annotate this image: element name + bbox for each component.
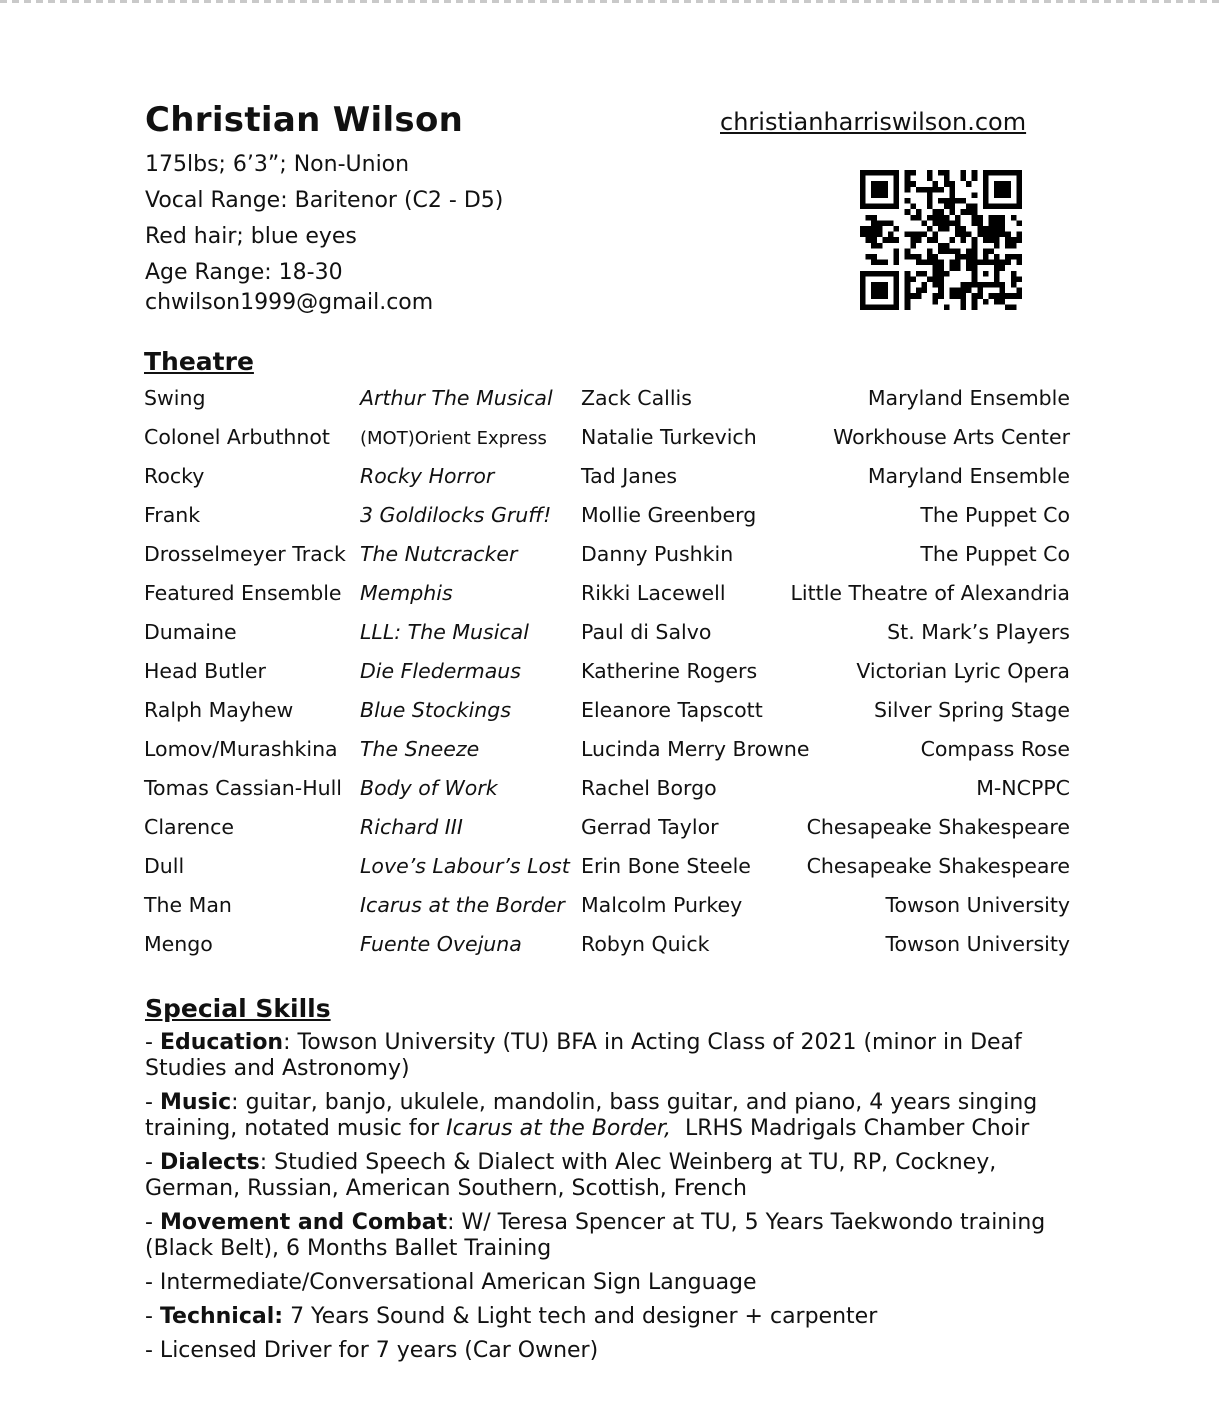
credit-row [0, 386, 1224, 416]
credit-show: Memphis [360, 581, 453, 605]
credit-row [0, 581, 1224, 611]
credit-show: Love’s Labour’s Lost [360, 854, 570, 878]
credit-row [0, 932, 1224, 962]
credit-director: Rachel Borgo [581, 776, 717, 800]
credit-director: Eleanore Tapscott [581, 698, 763, 722]
credit-row [0, 503, 1224, 533]
credit-director: Rikki Lacewell [581, 581, 726, 605]
credit-director: Danny Pushkin [581, 542, 734, 566]
credit-show: The Sneeze [360, 737, 480, 761]
credit-role: Drosselmeyer Track [144, 542, 346, 566]
credit-venue: Victorian Lyric Opera [856, 659, 1070, 683]
credit-director: Katherine Rogers [581, 659, 758, 683]
theatre-heading: Theatre [144, 347, 254, 376]
credit-venue: Maryland Ensemble [867, 464, 1070, 488]
skill-driver: - Licensed Driver for 7 years (Car Owner) [145, 1338, 599, 1363]
credit-role: Tomas Cassian-Hull [144, 776, 342, 800]
credit-venue: Silver Spring Stage [873, 698, 1070, 722]
special-skills-list [145, 1030, 1085, 1372]
credit-venue: Workhouse Arts Center [833, 425, 1070, 449]
credit-role: Swing [144, 386, 206, 410]
credit-director: Zack Callis [581, 386, 692, 410]
website-link[interactable]: christianharriswilson.com [720, 108, 1027, 136]
credit-row [0, 659, 1224, 689]
credit-show: Die Fledermaus [360, 659, 521, 683]
credit-row [0, 776, 1224, 806]
credit-row [0, 698, 1224, 728]
credit-row [0, 854, 1224, 884]
credit-row [0, 893, 1224, 923]
credit-venue: Chesapeake Shakespeare [806, 815, 1070, 839]
credit-role: Mengo [144, 932, 213, 956]
skill-music: - Music: guitar, banjo, ukulele, mandolin, bass guitar, and piano, 4 years singing training, notated music for Icarus at the Border, LRHS Madrigals Chamber Choir [145, 1090, 1038, 1141]
credit-venue: Maryland Ensemble [867, 386, 1070, 410]
credit-director: Erin Bone Steele [581, 854, 751, 878]
credit-venue: The Puppet Co [920, 503, 1070, 527]
credit-role: Head Butler [144, 659, 266, 683]
vocal-range: Vocal Range: Baritenor (C2 - D5) [145, 188, 504, 213]
skill-technical: - Technical: 7 Years Sound & Light tech and designer + carpenter [145, 1304, 878, 1329]
credit-show: Richard III [360, 815, 463, 839]
credit-director: Mollie Greenberg [581, 503, 757, 527]
credit-venue: St. Mark’s Players [887, 620, 1070, 644]
credit-venue: M-NCPPC [976, 776, 1070, 800]
skill-dialects: - Dialects: Studied Speech & Dialect with Alec Weinberg at TU, RP, Cockney, German, Russian, American Southern, Scottish, French [145, 1150, 997, 1201]
credit-show: Arthur The Musical [360, 386, 553, 410]
credit-role: Featured Ensemble [144, 581, 342, 605]
skill-asl: - Intermediate/Conversational American Sign Language [145, 1270, 757, 1295]
credit-role: Dull [144, 854, 185, 878]
credit-show: LLL: The Musical [360, 620, 529, 644]
physical-stats: 175lbs; 6’3”; Non-Union [145, 152, 410, 177]
credit-row [0, 737, 1224, 767]
credit-show: The Nutcracker [360, 542, 518, 566]
skill-education: - Education: Towson University (TU) BFA in Acting Class of 2021 (minor in Deaf Studies and Astronomy) [145, 1030, 1022, 1081]
credit-row [0, 542, 1224, 572]
skill-movement-combat: - Movement and Combat: W/ Teresa Spencer at TU, 5 Years Taekwondo training (Black Belt), 6 Months Ballet Training [145, 1210, 1046, 1261]
credit-role: Clarence [144, 815, 235, 839]
credit-role: Frank [144, 503, 201, 527]
credit-venue: Compass Rose [920, 737, 1070, 761]
credit-venue: Towson University [885, 932, 1070, 956]
special-skills-heading: Special Skills [145, 994, 331, 1023]
credit-director: Malcolm Purkey [581, 893, 743, 917]
credit-venue: Towson University [885, 893, 1070, 917]
credit-show: (MOT)Orient Express [360, 428, 547, 449]
credit-row [0, 815, 1224, 845]
credit-show: Fuente Ovejuna [360, 932, 522, 956]
credit-row [0, 620, 1224, 650]
credit-role: Colonel Arbuthnot [144, 425, 330, 449]
credit-role: The Man [144, 893, 232, 917]
email-address[interactable]: chwilson1999@gmail.com [145, 290, 434, 315]
credit-venue: Chesapeake Shakespeare [806, 854, 1070, 878]
credit-director: Lucinda Merry Browne [581, 737, 810, 761]
qr-code-icon[interactable] [860, 170, 1022, 310]
credit-role: Lomov/Murashkina [144, 737, 338, 761]
credit-show: Rocky Horror [360, 464, 495, 488]
credit-role: Dumaine [144, 620, 237, 644]
hair-eyes: Red hair; blue eyes [145, 224, 357, 249]
credit-show: 3 Goldilocks Gruff! [360, 503, 552, 527]
credit-role: Rocky [144, 464, 205, 488]
credit-show: Body of Work [360, 776, 498, 800]
credit-row [0, 425, 1224, 455]
credit-director: Tad Janes [581, 464, 678, 488]
credit-venue: Little Theatre of Alexandria [790, 581, 1070, 605]
credit-role: Ralph Mayhew [144, 698, 294, 722]
credit-director: Paul di Salvo [581, 620, 712, 644]
credit-venue: The Puppet Co [920, 542, 1070, 566]
actor-name: Christian Wilson [145, 100, 464, 140]
credit-row [0, 464, 1224, 494]
credit-show: Icarus at the Border [360, 893, 565, 917]
credit-director: Gerrad Taylor [581, 815, 719, 839]
credit-director: Natalie Turkevich [581, 425, 757, 449]
age-range: Age Range: 18-30 [145, 260, 343, 285]
credit-show: Blue Stockings [360, 698, 511, 722]
credit-director: Robyn Quick [581, 932, 710, 956]
